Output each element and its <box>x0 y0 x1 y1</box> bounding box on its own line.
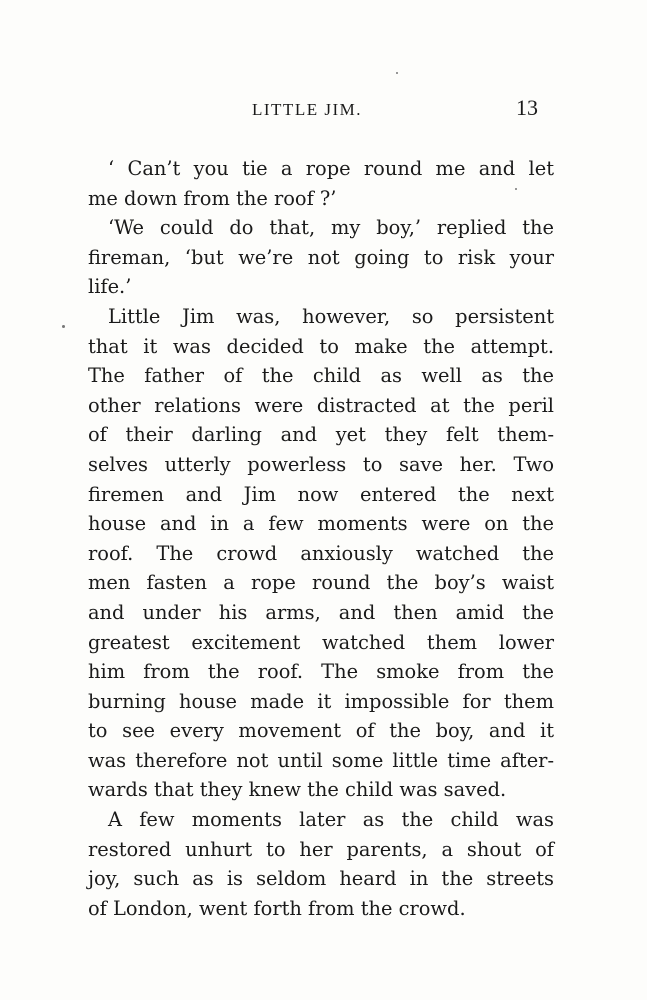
text-line: other relations were distracted at the peril <box>88 393 554 417</box>
text-line: Little Jim was, however, so persistent <box>108 304 554 328</box>
running-title: LITTLE JIM. <box>252 100 362 119</box>
text-line: life.’ <box>88 275 132 299</box>
text-line: house and in a few moments were on the <box>88 512 554 536</box>
text-line: him from the roof. The smoke from the <box>88 660 554 684</box>
text-line: was therefore not until some little time after- <box>88 748 554 772</box>
text-line: The father of the child as well as the <box>88 364 554 388</box>
text-line: ‘ Can’t you tie a rope round me and let <box>108 157 554 180</box>
text-line: restored unhurt to her parents, a shout of <box>88 837 554 861</box>
text-line: of their darling and yet they felt them- <box>88 423 554 447</box>
text-line: men fasten a rope round the boy’s waist <box>88 571 554 595</box>
text-line: fireman, ‘but we’re not going to risk your <box>88 245 554 269</box>
text-line: selves utterly powerless to save her. Two <box>88 452 554 476</box>
paper-speck <box>515 188 517 190</box>
text-line: A few moments later as the child was <box>108 808 554 832</box>
text-line: greatest excitement watched them lower <box>88 630 554 654</box>
text-line: me down from the roof ?’ <box>88 186 337 210</box>
page-number: 13 <box>516 95 538 120</box>
text-line: and under his arms, and then amid the <box>88 600 554 624</box>
text-line: burning house made it impossible for them <box>88 689 554 713</box>
paper-speck <box>62 325 65 328</box>
text-line: roof. The crowd anxiously watched the <box>88 541 554 565</box>
text-line: joy, such as is seldom heard in the streets <box>88 867 554 891</box>
text-line: to see every movement of the boy, and it <box>88 719 554 743</box>
text-line: firemen and Jim now entered the next <box>88 482 554 506</box>
text-line: that it was decided to make the attempt. <box>88 334 554 358</box>
text-line: wards that they knew the child was saved. <box>88 778 507 802</box>
text-line: ‘We could do that, my boy,’ replied the <box>108 216 554 240</box>
body-text <box>88 154 554 923</box>
text-line: of London, went forth from the crowd. <box>88 896 466 920</box>
paper-speck <box>396 72 398 74</box>
